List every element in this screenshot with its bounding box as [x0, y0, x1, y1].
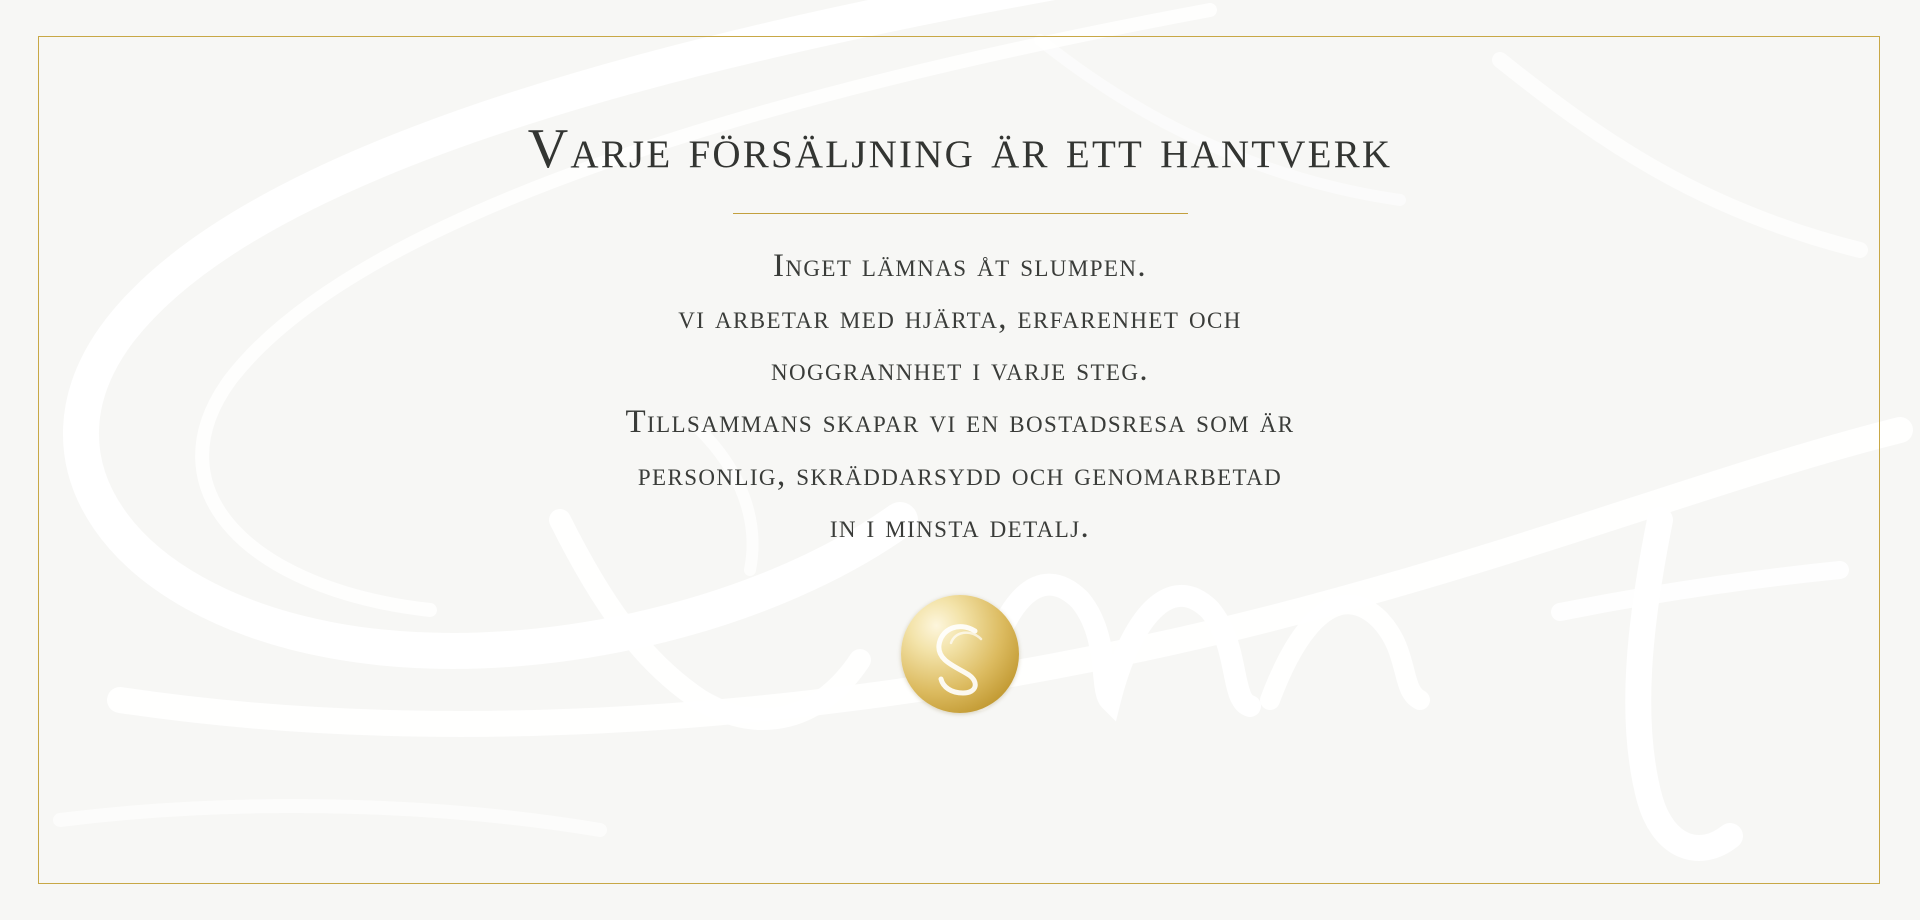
body-line: Inget lämnas åt slumpen.	[772, 248, 1148, 285]
body-line: in i minsta detalj.	[829, 508, 1091, 545]
body-line: Tillsammans skapar vi en bostadsresa som är	[625, 404, 1295, 441]
body-line: noggrannhet i varje steg.	[770, 352, 1150, 389]
brand-emblem	[901, 595, 1019, 713]
gold-divider	[733, 213, 1188, 214]
body-line: personlig, skräddarsydd och genomarbetad	[637, 456, 1283, 493]
gold-medallion-monogram-icon	[901, 595, 1019, 713]
hero-body-text	[430, 240, 1490, 553]
page-title: Varje försäljning är ett hantverk	[527, 118, 1393, 180]
body-line: vi arbetar med hjärta, erfarenhet och	[678, 300, 1242, 337]
